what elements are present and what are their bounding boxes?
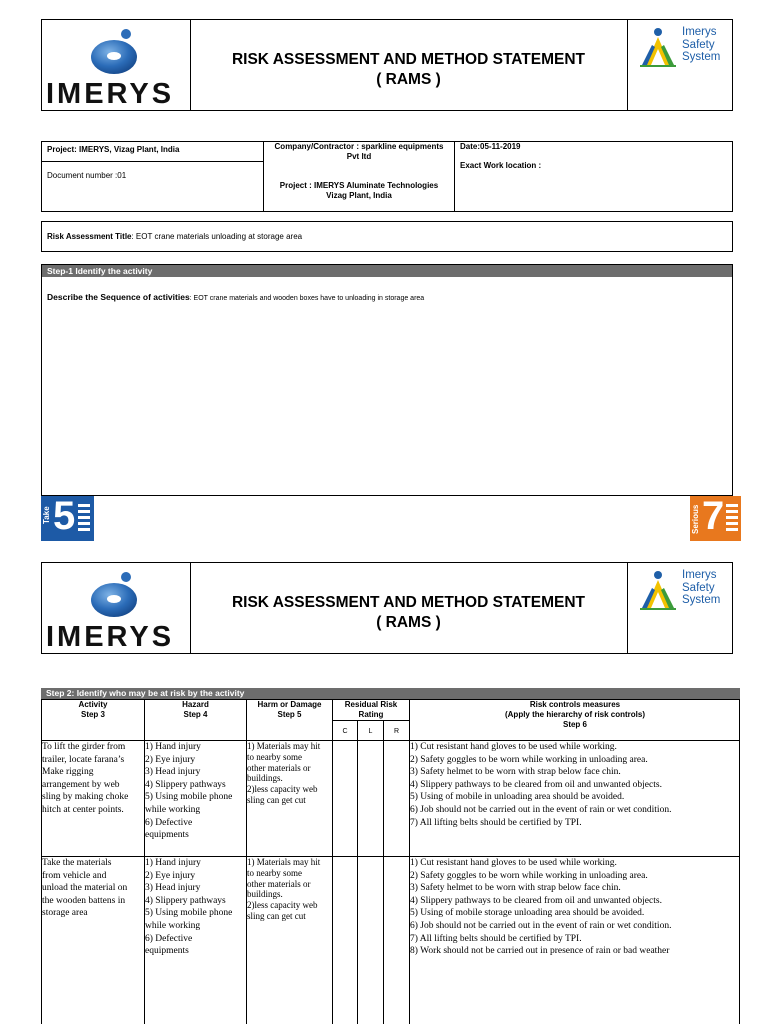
list-item: 4) Slippery pathways to be cleared from oil and unwanted objects.: [410, 779, 662, 790]
list-item: equipments: [145, 946, 189, 957]
sequence-of-activities: Describe the Sequence of activities: EOT crane materials and wooden boxes have to unloading in storage area: [47, 292, 425, 302]
date: Date:05-11-2019: [460, 142, 521, 151]
stripes-icon: [726, 504, 738, 534]
step2-header: Step 2: Identify who may be at risk by the activity: [41, 688, 740, 699]
row2-harm: 1) Materials may hit to nearby some other materials or buildings. 2)less capacity web sling can get cut: [247, 857, 321, 921]
list-item: 6) Job should not be carried out in the event of rain or wet condition.: [410, 804, 672, 815]
col-activity: Activity Step 3: [78, 700, 108, 719]
list-item: 4) Slippery pathways: [145, 895, 226, 906]
list-item: 1) Cut resistant hand gloves to be used while working.: [410, 742, 617, 752]
imerys-wordmark: IMERYS: [46, 621, 175, 653]
safety-figures-icon: [636, 25, 682, 70]
page-title: RISK ASSESSMENT AND METHOD STATEMENT ( RAMS ): [231, 594, 586, 631]
row2-hazards: [145, 857, 246, 958]
list-item: 2) Eye injury: [145, 870, 196, 881]
risk-assessment-title: Risk Assessment Title: EOT crane materials unloading at storage area: [47, 232, 303, 241]
list-item: 8) Work should not be carried out in presence of rain or bad weather: [410, 946, 670, 957]
list-item: 1) Hand injury: [145, 858, 201, 868]
list-item: 3) Safety helmet to be worn with strap below face chin.: [410, 767, 621, 778]
list-item: 3) Safety helmet to be worn with strap below face chin.: [410, 883, 621, 894]
col-harm: Harm or Damage Step 5: [257, 700, 322, 719]
col-l: L: [368, 728, 373, 735]
imerys-safety-system-logo: Imerys Safety System: [636, 25, 728, 70]
row2-activity: Take the materials from vehicle and unload the material on the wooden battens in storage area: [42, 858, 128, 919]
safety-figures-icon: [636, 568, 682, 613]
header-divider: [627, 19, 628, 111]
list-item: 3) Head injury: [145, 883, 201, 894]
row1-activity: To lift the girder from trailer, locate farana’s Make rigging arrangement by web sling by making choke hitch at center points.: [42, 742, 129, 815]
imerys-droplet-icon: [42, 563, 190, 623]
row1-controls: [410, 741, 740, 829]
list-item: 7) All lifting belts should be certified by TPI.: [410, 933, 582, 944]
list-item: 2) Safety goggles to be worn while working in unloading area.: [410, 870, 648, 881]
work-location: Exact Work location :: [460, 161, 542, 170]
col-r: R: [393, 728, 400, 735]
imerys-safety-system-logo: Imerys Safety System: [636, 568, 728, 613]
imerys-logo: [42, 563, 190, 663]
project-detail: Project : IMERYS Aluminate Technologies Vizag Plant, India: [279, 181, 439, 200]
list-item: 2) Eye injury: [145, 754, 196, 765]
step1-header: Step-1 Identify the activity: [42, 265, 732, 277]
row2-controls: [410, 857, 740, 958]
serious-7-badge: Serious 7: [690, 496, 741, 541]
row1-harm: 1) Materials may hit to nearby some other materials or buildings. 2)less capacity web sling can get cut: [247, 741, 321, 805]
list-item: 4) Slippery pathways to be cleared from oil and unwanted objects.: [410, 895, 662, 906]
list-item: 2) Safety goggles to be worn while working in unloading area.: [410, 754, 648, 765]
list-item: 5) Using of mobile in unloading area should be avoided.: [410, 792, 625, 803]
col-hazard: Hazard Step 4: [182, 700, 209, 719]
list-item: 3) Head injury: [145, 767, 201, 778]
row1-hazards: [145, 741, 246, 842]
col-c: C: [342, 728, 348, 735]
imerys-wordmark: IMERYS: [46, 78, 175, 110]
col-controls: Risk controls measures (Apply the hierarchy of risk controls) Step 6: [504, 700, 646, 729]
imerys-droplet-icon: [42, 20, 190, 80]
list-item: 4) Slippery pathways: [145, 779, 226, 790]
imerys-logo: [42, 20, 190, 120]
document-number: Document number :01: [47, 171, 127, 180]
project-name: Project: IMERYS, Vizag Plant, India: [47, 145, 180, 154]
list-item: while working: [145, 920, 201, 931]
list-item: 6) Job should not be carried out in the event of rain or wet condition.: [410, 920, 672, 931]
list-item: equipments: [145, 830, 189, 841]
page-title: RISK ASSESSMENT AND METHOD STATEMENT ( RAMS ): [231, 51, 586, 88]
list-item: 1) Cut resistant hand gloves to be used while working.: [410, 858, 617, 868]
list-item: 5) Using mobile phone: [145, 908, 233, 919]
list-item: 5) Using of mobile storage unloading area should be avoided.: [410, 908, 645, 919]
list-item: while working: [145, 804, 201, 815]
stripes-icon: [78, 504, 90, 534]
col-residual-risk: Residual Risk Rating: [344, 700, 398, 719]
company-contractor: Company/Contractor : sparkline equipments Pvt ltd: [274, 142, 444, 161]
list-item: 6) Defective: [145, 817, 193, 828]
list-item: 7) All lifting belts should be certified by TPI.: [410, 817, 582, 828]
list-item: 6) Defective: [145, 933, 193, 944]
list-item: 5) Using mobile phone: [145, 792, 233, 803]
take-5-badge: Take 5: [41, 496, 94, 541]
list-item: 1) Hand injury: [145, 742, 201, 752]
